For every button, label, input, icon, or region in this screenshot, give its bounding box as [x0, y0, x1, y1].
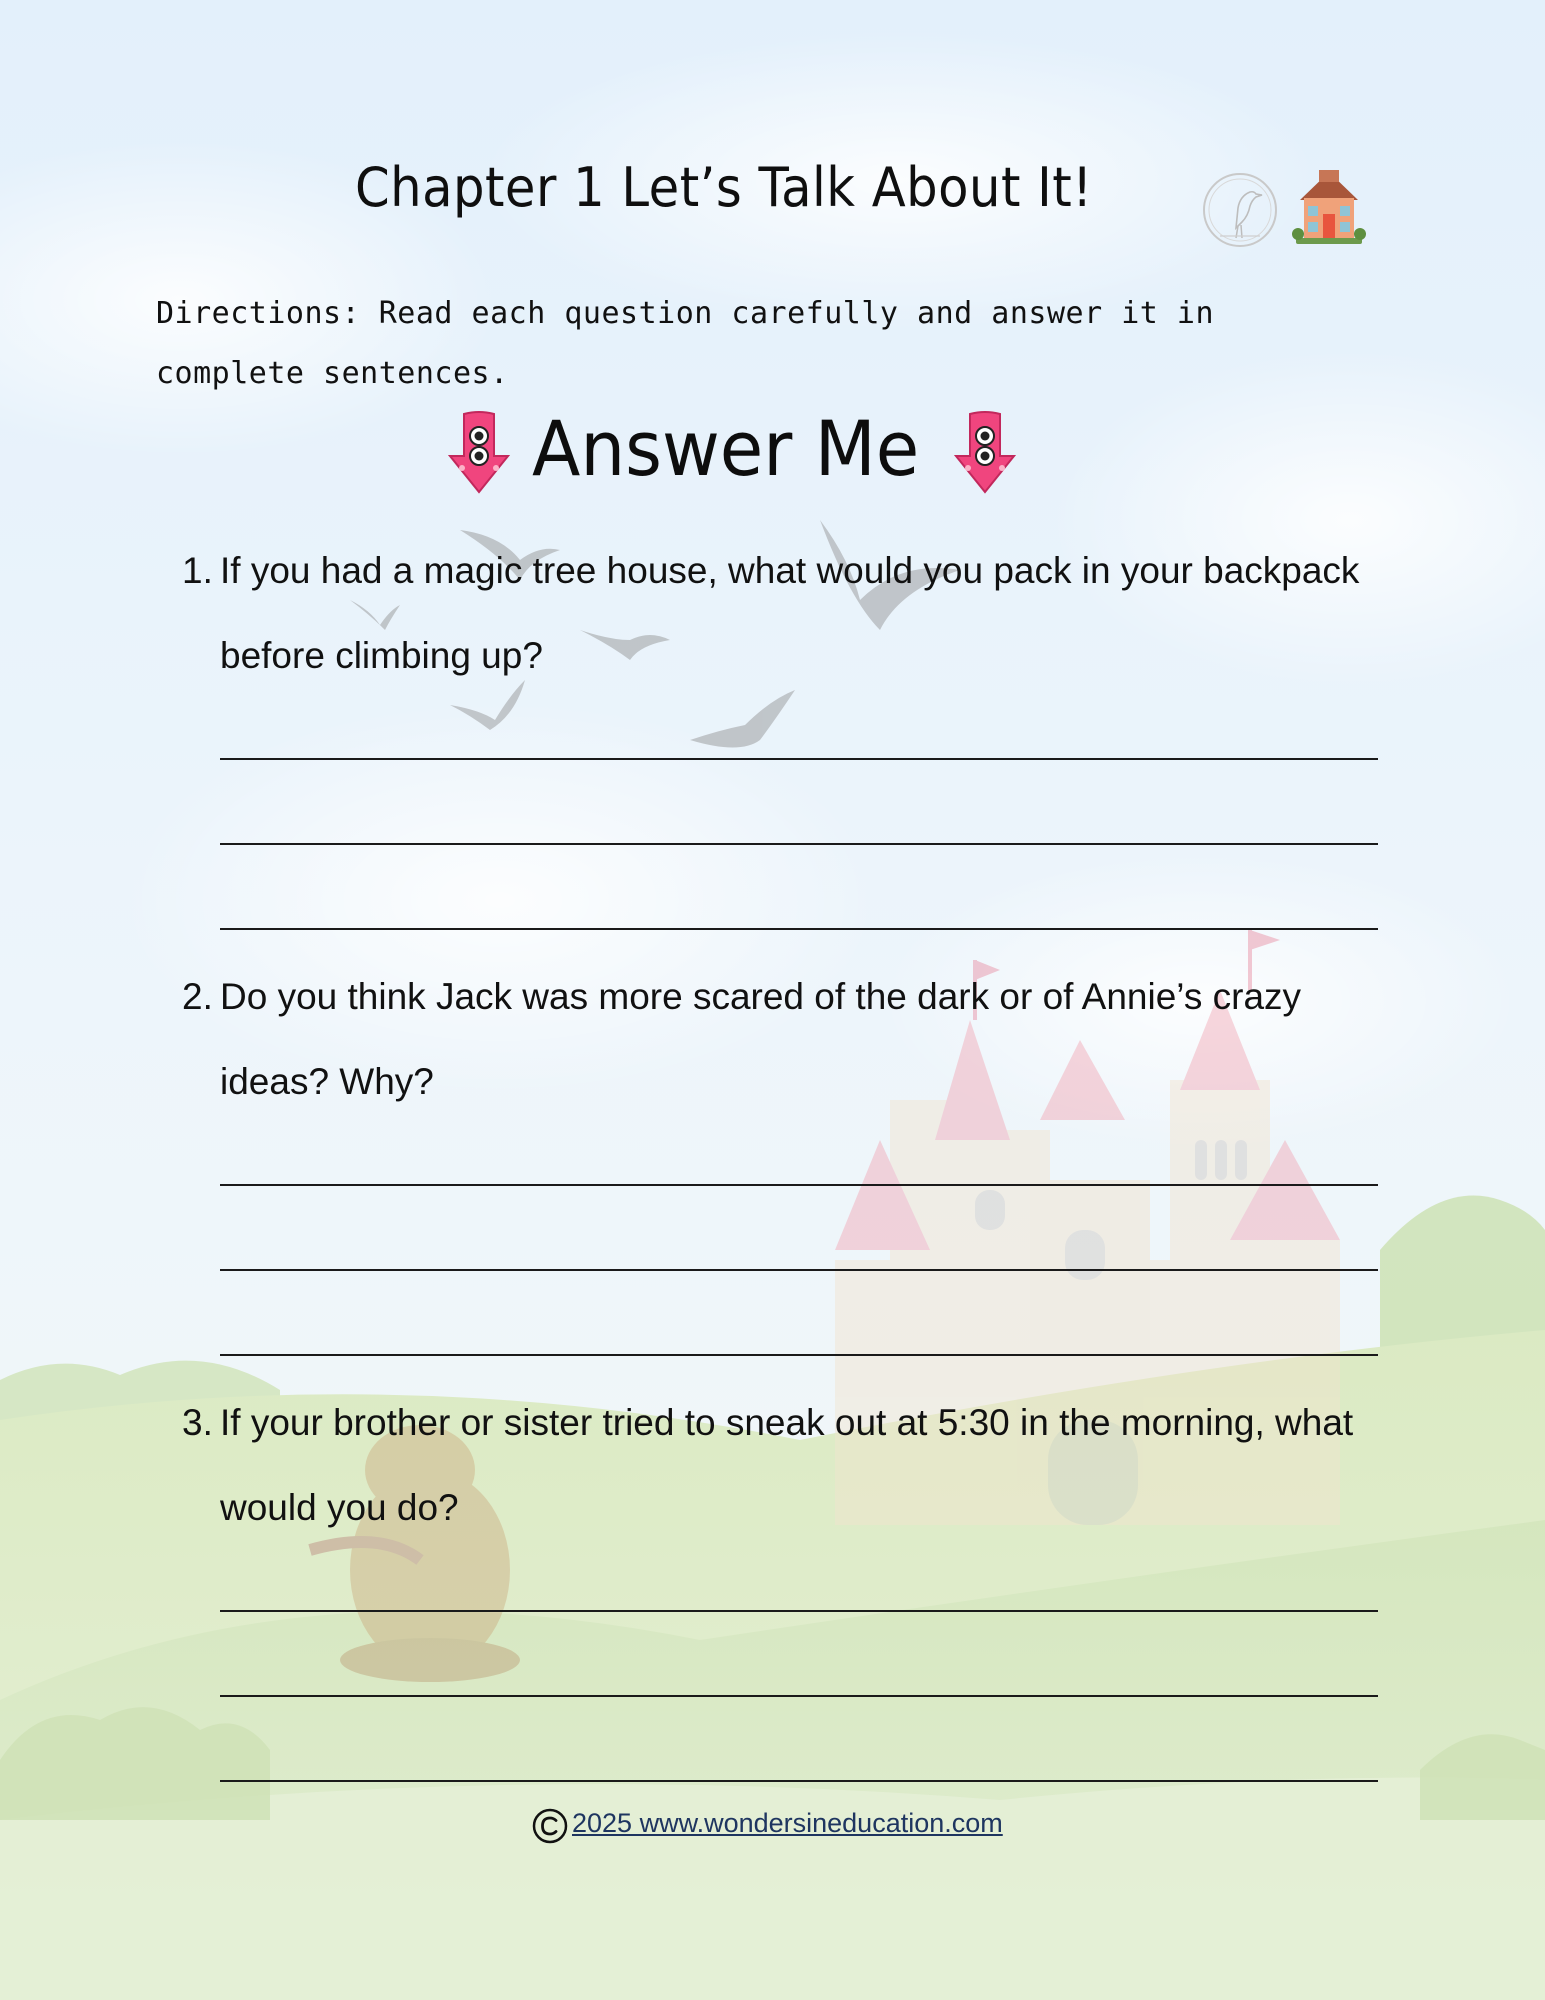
question-text: If you had a magic tree house, what would you pack in your backpack before climbing up?	[220, 550, 1360, 676]
answer-me-heading	[440, 404, 1040, 504]
answer-me-title: Answer Me	[532, 404, 920, 493]
question-text: Do you think Jack was more scared of the dark or of Annie’s crazy ideas? Why?	[220, 976, 1302, 1102]
answer-line[interactable]	[220, 1780, 1378, 1782]
question-number: 3.	[182, 1402, 213, 1443]
down-arrow-icon	[446, 410, 512, 496]
question-text: If your brother or sister tried to sneak out at 5:30 in the morning, what would you do?	[220, 1402, 1354, 1528]
house-icon	[1286, 164, 1372, 250]
question-number: 2.	[182, 976, 213, 1017]
answer-line[interactable]	[220, 758, 1378, 760]
answer-line[interactable]	[220, 1184, 1378, 1186]
answer-line[interactable]	[220, 1269, 1378, 1271]
answer-line[interactable]	[220, 928, 1378, 930]
copyright-icon	[532, 1808, 568, 1844]
title-row	[0, 148, 1545, 258]
answer-line[interactable]	[220, 1354, 1378, 1356]
answer-line[interactable]	[220, 843, 1378, 845]
website-link[interactable]: 2025 www.wondersineducation.com	[572, 1808, 1003, 1838]
question-number: 1.	[182, 550, 213, 591]
answer-line[interactable]	[220, 1695, 1378, 1697]
directions-text: Directions: Read each question carefully and answer it in complete sentences.	[156, 296, 1215, 391]
heron-icon	[1200, 170, 1280, 250]
down-arrow-icon	[952, 410, 1018, 496]
answer-line[interactable]	[220, 1610, 1378, 1612]
page-title: Chapter 1 Let’s Talk About It!	[355, 156, 1093, 219]
